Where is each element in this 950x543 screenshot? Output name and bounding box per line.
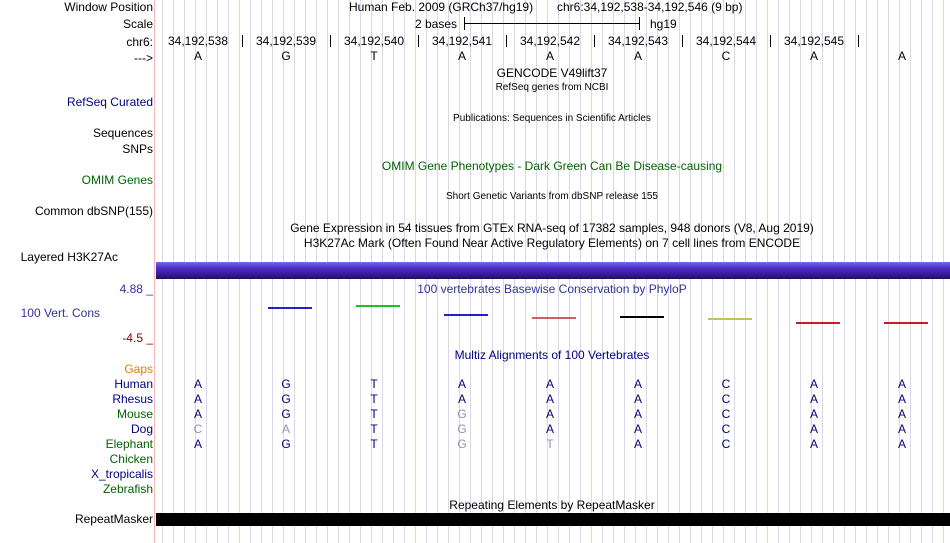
repeatmasker-bar[interactable] <box>156 513 950 526</box>
refseq-track-label[interactable]: RefSeq Curated <box>66 95 153 109</box>
publications-track-title: Publications: Sequences in Scientific Articles <box>453 113 651 124</box>
alignment-base: G <box>281 407 291 421</box>
alignment-base: A <box>193 377 202 391</box>
coordinate-label: 34,192,541 <box>431 34 493 48</box>
omim-track-label[interactable]: OMIM Genes <box>81 173 153 187</box>
alignment-base: A <box>633 392 642 406</box>
h3k27ac-track-label[interactable]: Layered H3K27Ac <box>20 250 118 264</box>
alignment-base: A <box>457 392 466 406</box>
sequences-track-label[interactable]: Sequences <box>92 126 153 140</box>
coordinate-label: 34,192,544 <box>695 34 757 48</box>
alignment-base: A <box>633 407 642 421</box>
alignment-base: A <box>897 392 906 406</box>
sequence-base: T <box>370 49 378 63</box>
alignment-base: C <box>721 377 731 391</box>
alignment-base: G <box>457 407 467 421</box>
conservation-mark <box>620 316 664 318</box>
alignment-base: T <box>370 392 378 406</box>
alignment-base: G <box>457 422 467 436</box>
scale-bar <box>464 17 640 30</box>
cons-track-label[interactable]: 100 Vert. Cons <box>20 306 100 320</box>
label-separator <box>154 0 155 543</box>
alignment-base: C <box>721 392 731 406</box>
alignment-base: A <box>897 437 906 451</box>
species-label-rhesus[interactable]: Rhesus <box>112 392 153 406</box>
sequence-base: A <box>897 49 906 63</box>
alignment-base: T <box>370 377 378 391</box>
conservation-mark <box>884 322 928 324</box>
refseq-track-description: RefSeq genes from NCBI <box>495 82 609 93</box>
multiz-track-title: Multiz Alignments of 100 Vertebrates <box>454 348 650 362</box>
alignment-base: C <box>721 422 731 436</box>
coordinate-label: 34,192,545 <box>783 34 845 48</box>
alignment-base: A <box>809 377 818 391</box>
species-label-x_tropicalis[interactable]: X_tropicalis <box>90 467 153 481</box>
alignment-base: A <box>633 437 642 451</box>
species-label-chicken[interactable]: Chicken <box>109 452 153 466</box>
alignment-base: A <box>457 377 466 391</box>
assembly-title: Human Feb. 2009 (GRCh37/hg19) <box>349 0 534 14</box>
alignment-base: A <box>545 377 554 391</box>
alignment-base: C <box>721 437 731 451</box>
alignment-base: A <box>633 377 642 391</box>
alignment-base: A <box>545 422 554 436</box>
alignment-base: T <box>546 437 554 451</box>
coordinate-tick <box>858 35 859 47</box>
alignment-base: A <box>545 407 554 421</box>
alignment-base: A <box>193 407 202 421</box>
dbsnp-track-label[interactable]: Common dbSNP(155) <box>34 204 153 218</box>
alignment-base: G <box>457 437 467 451</box>
alignment-base: A <box>897 377 906 391</box>
scale-label: Scale <box>122 17 153 31</box>
repeatmasker-track-title: Repeating Elements by RepeatMasker <box>449 498 655 512</box>
omim-track-title: OMIM Gene Phenotypes - Dark Green Can Be Disease-causing <box>381 159 723 173</box>
window-position-label: Window Position <box>64 0 153 14</box>
alignment-base: A <box>897 422 906 436</box>
conservation-mark <box>356 305 400 307</box>
sequence-base: C <box>721 49 731 63</box>
alignment-base: A <box>809 437 818 451</box>
gaps-label: Gaps <box>124 362 153 376</box>
alignment-base: A <box>193 437 202 451</box>
conservation-mark <box>708 318 752 320</box>
chrom-label: chr6: <box>126 35 153 49</box>
dbsnp-track-title: Short Genetic Variants from dbSNP release 155 <box>446 191 658 202</box>
alignment-base: A <box>809 422 818 436</box>
position-readout: chr6:34,192,538-34,192,546 (9 bp) <box>557 0 743 14</box>
species-label-zebrafish[interactable]: Zebrafish <box>102 482 153 496</box>
h3k27ac-track-title: H3K27Ac Mark (Often Found Near Active Regulatory Elements) on 7 cell lines from ENCODE <box>303 236 801 250</box>
scale-db: hg19 <box>650 17 677 31</box>
coordinate-label: 34,192,540 <box>343 34 405 48</box>
coordinate-label: 34,192,543 <box>607 34 669 48</box>
sequence-base: A <box>633 49 642 63</box>
species-label-dog[interactable]: Dog <box>130 422 153 436</box>
cons-min-value: -4.5 _ <box>122 331 153 345</box>
repeatmasker-track-label[interactable]: RepeatMasker <box>74 512 153 526</box>
gencode-track-title[interactable]: GENCODE V49lift37 <box>496 66 608 80</box>
sequence-base: A <box>809 49 818 63</box>
h3k27ac-signal-band[interactable] <box>156 262 950 279</box>
species-label-mouse[interactable]: Mouse <box>116 407 153 421</box>
alignment-base: T <box>370 437 378 451</box>
conservation-mark <box>444 314 488 316</box>
conservation-mark <box>796 322 840 324</box>
strand-label: ---> <box>134 51 153 65</box>
conservation-track-title: 100 vertebrates Basewise Conservation by PhyloP <box>417 282 687 296</box>
alignment-base: A <box>281 422 290 436</box>
alignment-base: T <box>370 422 378 436</box>
species-label-elephant[interactable]: Elephant <box>105 437 153 451</box>
cons-max-value: 4.88 _ <box>119 282 153 296</box>
alignment-base: A <box>809 407 818 421</box>
alignment-base: A <box>545 392 554 406</box>
alignment-base: C <box>193 422 203 436</box>
coordinate-label: 34,192,539 <box>255 34 317 48</box>
alignment-base: G <box>281 437 291 451</box>
species-label-human[interactable]: Human <box>114 377 153 391</box>
scale-text: 2 bases <box>415 17 458 31</box>
snps-track-label[interactable]: SNPs <box>122 142 153 156</box>
sequence-base: A <box>193 49 202 63</box>
coordinate-label: 34,192,542 <box>519 34 581 48</box>
alignment-base: G <box>281 377 291 391</box>
alignment-base: A <box>809 392 818 406</box>
alignment-base: A <box>897 407 906 421</box>
alignment-base: A <box>633 422 642 436</box>
conservation-mark <box>268 307 312 309</box>
sequence-base: G <box>281 49 291 63</box>
alignment-base: G <box>281 392 291 406</box>
sequence-base: A <box>457 49 466 63</box>
alignment-base: C <box>721 407 731 421</box>
alignment-base: A <box>193 392 202 406</box>
alignment-base: T <box>370 407 378 421</box>
conservation-mark <box>532 317 576 319</box>
coordinate-label: 34,192,538 <box>167 34 229 48</box>
gtex-track-title: Gene Expression in 54 tissues from GTEx RNA-seq of 17382 samples, 948 donors (V8, Aug 2019) <box>290 221 814 235</box>
sequence-base: A <box>545 49 554 63</box>
